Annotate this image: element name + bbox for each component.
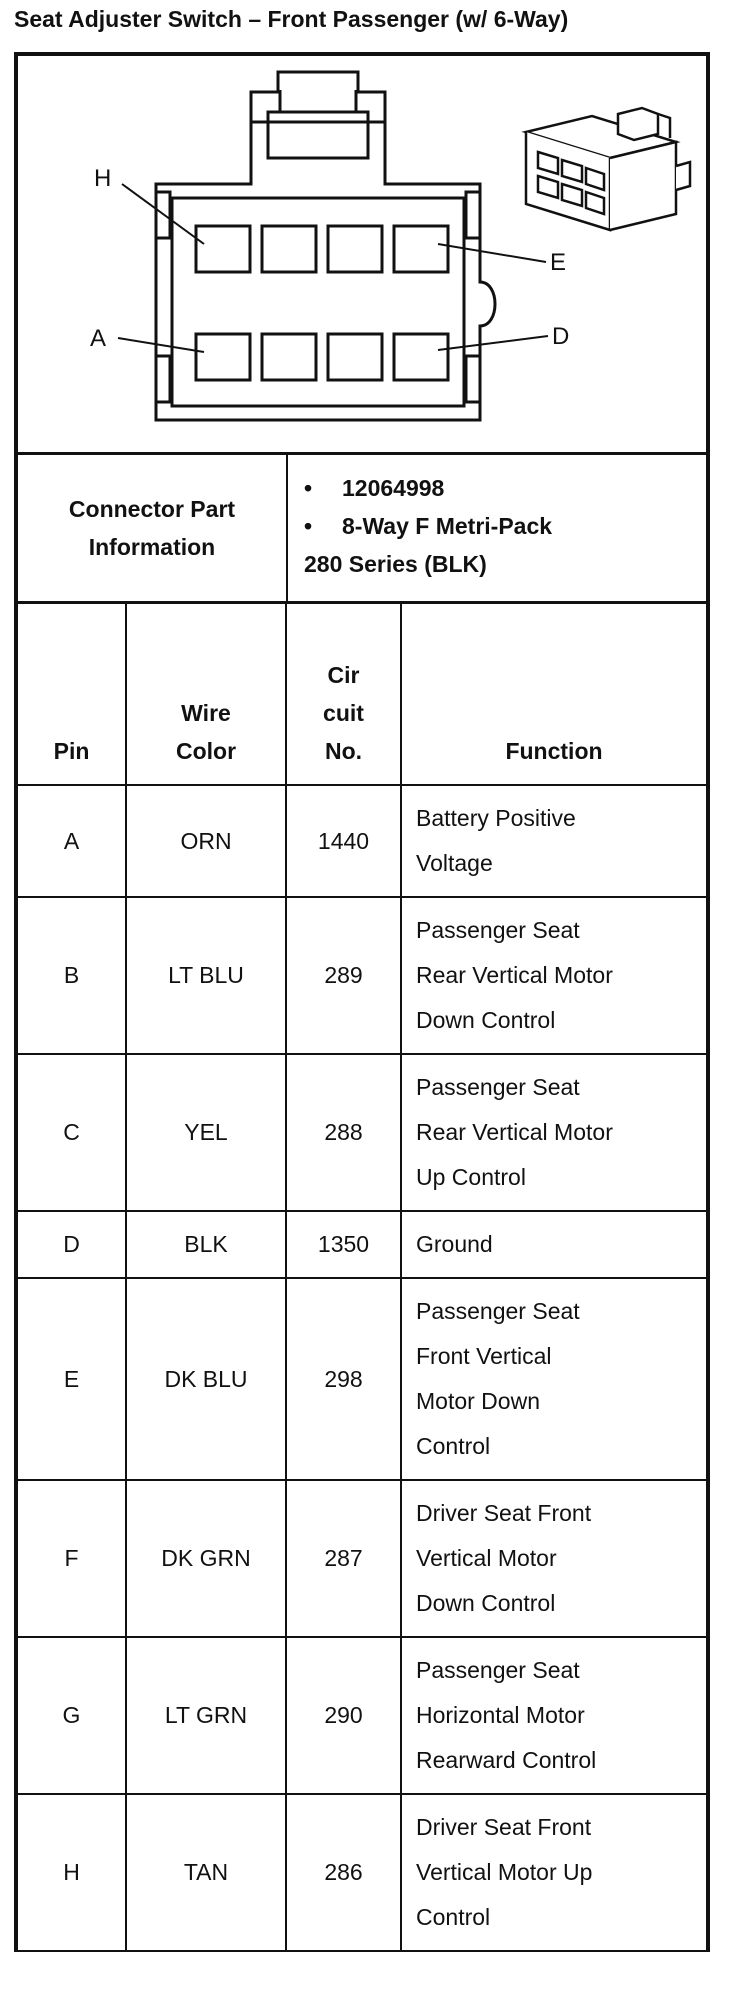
- pin-label-h: H: [94, 165, 112, 192]
- connector-sheet: [14, 52, 710, 1952]
- cell-circuit: 288: [286, 1054, 401, 1211]
- cell-circuit: 290: [286, 1637, 401, 1794]
- cell-function: Passenger Seat Front Vertical Motor Down Control: [401, 1278, 706, 1480]
- table-row: [18, 897, 706, 1054]
- cell-pin: F: [18, 1480, 126, 1637]
- cell-function: Driver Seat Front Vertical Motor Up Control: [401, 1794, 706, 1951]
- connector-info-values: [288, 455, 706, 601]
- cell-pin: D: [18, 1211, 126, 1278]
- bullet-icon: •: [304, 475, 313, 501]
- cell-wire-color: TAN: [126, 1794, 286, 1951]
- pin-label-d: D: [552, 323, 570, 350]
- cell-pin: C: [18, 1054, 126, 1211]
- page-title: Seat Adjuster Switch – Front Passenger (w/ 6-Way): [14, 6, 569, 32]
- cavity-b: [262, 334, 316, 380]
- cell-wire-color: LT BLU: [126, 897, 286, 1054]
- cell-wire-color: ORN: [126, 785, 286, 897]
- cavity-e: [394, 226, 448, 272]
- connector-info-label-line2: Information: [88, 534, 216, 560]
- header-wire-color: Wire Color: [126, 604, 286, 785]
- cell-circuit: 1440: [286, 785, 401, 897]
- cell-function: Passenger Seat Rear Vertical Motor Down Control: [401, 897, 706, 1054]
- connector-info-label: [18, 455, 288, 601]
- table-row: [18, 1278, 706, 1480]
- cavity-h: [196, 226, 250, 272]
- connector-series: 280 Series (BLK): [304, 551, 487, 577]
- header-function: Function: [401, 604, 706, 785]
- header-pin: Pin: [18, 604, 126, 785]
- cell-pin: G: [18, 1637, 126, 1794]
- cell-function: Passenger Seat Horizontal Motor Rearward Control: [401, 1637, 706, 1794]
- pin-label-a: A: [90, 325, 107, 352]
- cell-pin: A: [18, 785, 126, 897]
- connector-info-label-line1: Connector Part: [68, 496, 236, 522]
- table-row: [18, 1054, 706, 1211]
- table-row: [18, 1480, 706, 1637]
- connector-face-drawing: [18, 56, 706, 452]
- connector-isometric-icon: [526, 108, 690, 230]
- table-header-row: [18, 604, 706, 785]
- cell-pin: B: [18, 897, 126, 1054]
- cavity-a: [196, 334, 250, 380]
- table-row: [18, 1637, 706, 1794]
- connector-diagram: [18, 56, 706, 455]
- cell-function: Ground: [401, 1211, 706, 1278]
- connector-part-info: [18, 455, 706, 604]
- cavity-f: [328, 226, 382, 272]
- cell-circuit: 298: [286, 1278, 401, 1480]
- cavity-g: [262, 226, 316, 272]
- connector-type: 8-Way F Metri-Pack: [342, 513, 553, 539]
- cavity-d: [394, 334, 448, 380]
- cell-wire-color: DK BLU: [126, 1278, 286, 1480]
- pin-label-e: E: [550, 249, 567, 276]
- cell-pin: E: [18, 1278, 126, 1480]
- cell-circuit: 1350: [286, 1211, 401, 1278]
- pinout-table: [18, 604, 706, 1952]
- cell-pin: H: [18, 1794, 126, 1951]
- cell-function: Battery Positive Voltage: [401, 785, 706, 897]
- table-row: [18, 1794, 706, 1951]
- table-row: [18, 1211, 706, 1278]
- cell-function: Passenger Seat Rear Vertical Motor Up Control: [401, 1054, 706, 1211]
- cell-function: Driver Seat Front Vertical Motor Down Control: [401, 1480, 706, 1637]
- table-row: [18, 785, 706, 897]
- header-circuit-no: Cir cuit No.: [286, 604, 401, 785]
- cavity-c: [328, 334, 382, 380]
- cell-wire-color: DK GRN: [126, 1480, 286, 1637]
- part-number: 12064998: [342, 475, 445, 501]
- cell-circuit: 287: [286, 1480, 401, 1637]
- cell-wire-color: LT GRN: [126, 1637, 286, 1794]
- cell-circuit: 289: [286, 897, 401, 1054]
- cell-circuit: 286: [286, 1794, 401, 1951]
- cell-wire-color: YEL: [126, 1054, 286, 1211]
- bullet-icon: •: [304, 513, 313, 539]
- cell-wire-color: BLK: [126, 1211, 286, 1278]
